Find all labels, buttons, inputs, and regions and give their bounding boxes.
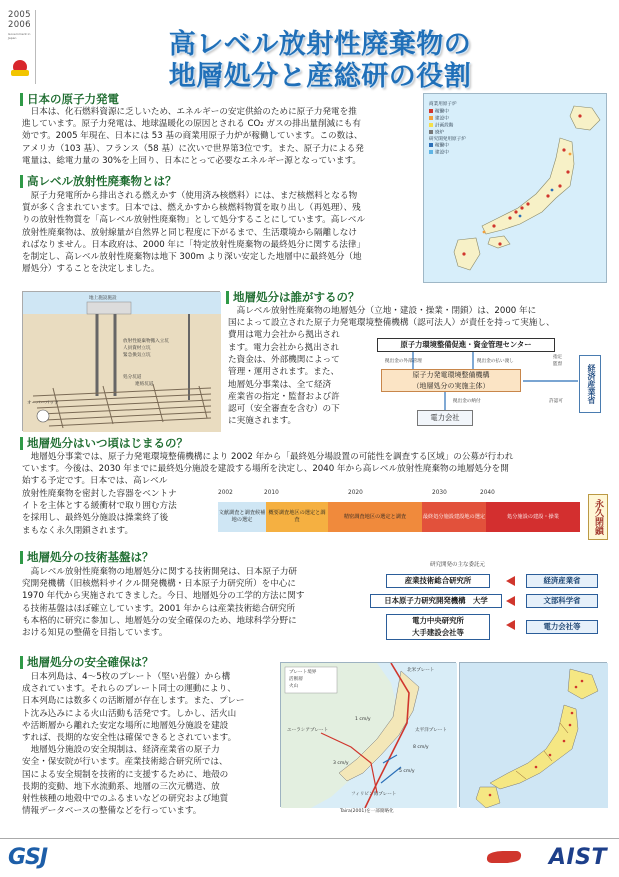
section-heading-nuclear-power: 日本の原子力発電 [20,93,119,106]
text-line: 安全・保安院が行います。産業技術総合研究所では、 [22,757,228,768]
timeline-stage: 文献調査と調査候補地の選定 [218,502,266,532]
text-line: 国によって設立された原子力発電環境整備機構（認可法人）が責任を持って実施し、 [228,318,555,329]
text-line: アメリカ（103 基）、フランス（58 基）に次いで世界第3位です。また、原子力による発 [22,143,364,154]
badge-year-bottom: 2006 [8,20,31,30]
badge [8,10,36,84]
org-numo-name: 原子力発電環境整備機構 [412,371,490,379]
text-line: 情報データベースの整備などを行っています。 [22,806,202,817]
research-caption: 研究開発の主な委託元 [430,562,486,568]
text-line: りの放射性物質を「高レベル放射性廃棄物」として処分することにしています。高レベル [22,215,366,226]
text-line: 地層処分事業では、原子力発電環境整備機構により 2002 年から「最終処分場設置の可能性を調査する区域」の公募が行われ [22,452,514,462]
funder-mext: 文部科学省 [526,594,598,608]
text-line: ます。電力会社から拠出され [228,343,340,353]
text-line: 高レベル放射性廃棄物の地層処分に関する技術開発は、日本原子力研 [22,567,298,577]
text-line: も本格的に研究に参加し、地層処分の安全確保のため、地球科学分野に [22,615,297,626]
research-org-criepi: 電力中央研究所 大手建設会社等 [386,614,490,640]
text-line: 地層処分事業は、全て経済 [228,379,332,390]
timeline-stage: 処分施設の建設・操業 [486,502,580,532]
badge-year-top: 2005 [8,10,31,20]
page-title-line2: 地層処分と産総研の役割 [168,61,472,92]
org-note: 許認可 [549,399,563,404]
section-heading-when: 地層処分はいつ頃はじまるの？ [20,437,188,450]
legend-label: 廃炉 [435,130,445,135]
map-legend-label: プレート境界 [289,670,317,675]
text-line: ればなりません。日本政府は、2000 年に「特定放射性廃棄物の最終処分に関する法律」 [22,239,366,250]
map-legend-label: 活断層 [289,677,303,682]
org-power-company: 電力会社 [417,410,473,426]
facility-label: 緊急換気立坑 [123,353,151,358]
text-line: に実施されます。 [228,416,297,427]
text-line: 長期的変動、地下水流動系、地層の三次元構造、放 [22,781,220,792]
text-line: 始する予定です。日本では、高レベル [22,476,168,487]
text-line: 進しています。原子力発電は、地球温暖化の原因とされる CO₂ ガスの排出量削減にも有 [22,119,361,130]
timeline-stage: 最終処分施設建設地の選定 [422,502,486,532]
facility-label: 放射性廃棄物搬入立坑 [123,339,169,344]
text-line: 日本列島は、4〜5枚のプレート（堅い岩盤）から構 [22,672,231,682]
text-line: 日本列島には数多くの活断層が存在します。また、プレー [22,696,245,707]
plate-map [280,662,456,807]
arrow-left-icon [506,620,515,630]
text-line: おける知見の整備を目指しています。 [22,628,168,639]
text-line: 地層処分施設の安全規制は、経済産業省の原子力 [22,745,220,756]
legend-title: 研究開発用原子炉 [429,136,466,142]
research-org-jaea: 日本原子力研究開発機構 大学 [370,594,502,608]
text-line: 質が多く含まれています。日本では、燃えかすから核燃料物質を取り出し（再処理）、残 [22,203,361,214]
org-note: 拠出金の払い渡し [477,359,514,364]
text-line: 産業省の指定・監督および許 [228,391,340,402]
text-line: すれば、長期的な安全性は確保できるとされています。 [22,733,237,744]
text-line: を採用し、最終処分施設は操業終了後 [22,513,169,524]
legend-label: 計画段階 [435,123,454,128]
aist-logo: AIST [548,845,607,870]
map-plate-label: ユーラシアプレート [287,728,329,733]
organization-diagram [373,333,605,433]
text-line: 認可（安全審査を含む）の下 [228,404,340,415]
legend-label: 建設中 [435,116,449,121]
geology-map-graphic [460,663,608,808]
section-heading-tech: 地層処分の技術基盤は？ [20,551,154,564]
text-line: を制定し、高レベル放射性廃棄物は地下 300m より深い安定した地層中に最終処分（地 [22,252,362,263]
text-line: 成されています。それらのプレート同士の運動により、 [22,684,236,695]
gsj-logo: GSJ [8,845,48,870]
text-line: ています。今後は、2030 年までに最終処分施設を建設する場所を決定し、2040 年から高レベル放射性廃棄物の地層処分を開 [22,464,509,475]
timeline-year: 2010 [264,490,279,496]
timeline-permanent-closure: 永久閉鎖 [588,494,608,540]
text-line: 1970 年代から実施されてきました。今日、地層処分の工学的方法に関す [22,591,305,602]
org-note: 拠出金の納付 [453,399,481,404]
facility-label: 人員資材立坑 [123,346,151,351]
text-line: イトを主体とする緩衝材で取り囲む方法 [22,501,177,512]
timeline-stage: 概要調査地区の選定と調査 [266,502,328,532]
facility-label: 連絡坑道 [135,382,154,387]
timeline-year: 2020 [348,490,363,496]
org-note: 指定 [553,355,563,360]
arrow-left-icon [506,596,515,606]
text-line: 層処分）することを決定しました。 [22,264,160,275]
legend-label: 建設中 [435,150,449,156]
text-line: ト沈み込みによる火山活動も活発です。しかし、活火山 [22,708,237,719]
section-body-when-narrow [22,488,212,537]
text-line: 放射性廃棄物を密封した容器をベントナ [22,489,177,499]
disposal-facility-graphic [23,292,221,432]
facility-label-bottom: オーバーパック [27,401,59,406]
section-body-who-narrow [228,342,368,427]
page-title-line1: 高レベル放射性廃棄物の [168,29,472,60]
text-line: 国による安全規制を技術的に支援するために、地殻の [22,769,229,780]
map-rate-label: 8 cm/y [413,745,429,750]
disposal-facility-diagram [22,291,220,431]
section-body-safety [22,671,278,817]
org-note: 拠出金の外部管理 [385,359,422,364]
text-line: 管理・運用されます。また、 [228,367,340,378]
map-legend-label: 火山 [289,684,299,689]
section-body-when-full [22,451,612,488]
legend-title: 商業用原子炉 [429,102,457,107]
text-line: 原子力発電所から排出される燃えかす（使用済み核燃料）には、まだ核燃料となる物 [22,191,358,201]
legend-label: 稼働中 [435,109,449,114]
map-plate-label: 北米プレート [407,668,435,673]
section-heading-who: 地層処分は誰がするの？ [226,291,360,304]
funder-meti: 経済産業省 [526,574,598,588]
text-line: まもなく永久閉鎖されます。 [22,525,134,536]
timeline-year: 2030 [432,490,447,496]
text-line: 究開発機構（旧核燃料サイクル開発機構・日本原子力研究所）を中心に [22,579,296,590]
section-heading-safety: 地層処分の安全確保は？ [20,656,154,669]
footer [0,838,619,877]
section-body-hlw [22,190,420,275]
org-numo-role: （地層処分の実施主体） [412,381,490,390]
reactor-map [423,93,607,283]
map-plate-label: フィリピン海プレート [351,792,397,797]
org-numo [381,369,521,392]
text-line: 費用は電力会社から拠出され [228,330,340,341]
disposal-timeline [218,490,608,550]
text-line: 放射性廃棄物は、放射線量が自然界と同じ程度に下がるまで、生活環境から隔離しなけ [22,227,357,238]
map-rate-label: 1 cm/y [355,717,371,722]
section-body-nuclear-power [22,106,420,167]
text-line: 高レベル放射性廃棄物の地層処分（立地・建設・操業・閉鎖）は、2000 年に [228,306,537,316]
facility-label-top: 地上施設施設 [89,296,117,301]
legend-label: 稼働中 [435,143,449,149]
org-note: 監督 [553,362,563,367]
plate-map-graphic [281,663,457,808]
text-line: た資金は、外部機関によって [228,355,340,366]
text-line: 効です。2005 年現在、日本には 53 基の商業用原子力炉が稼働しています。この数は、 [22,131,363,142]
funder-power-companies: 電力会社等 [526,620,598,634]
arrow-left-icon [506,576,515,586]
map-rate-label: 5 cm/y [399,769,415,774]
badge-small-text: Government in Japan [8,32,31,40]
timeline-stage: 精密調査地区の選定と調査 [328,502,422,532]
org-meti: 経済産業省 [579,355,601,413]
section-body-tech [22,566,366,639]
geology-map [459,662,607,807]
research-org-aist: 産業技術総合研究所 [386,574,490,588]
timeline-year: 2002 [218,490,233,496]
text-line: る技術基盤はほぼ確立しています。2001 年からは産業技術総合研究所 [22,603,296,614]
header [0,0,619,92]
org-fund-center: 原子力環境整備促進・資金管理センター [377,338,555,352]
map-caption: Taira(2001)を一部簡略化 [340,809,394,814]
map-plate-label: 太平洋プレート [415,728,447,733]
research-funding-diagram [370,560,610,640]
timeline-year: 2040 [480,490,495,496]
text-line: 射性核種の地殻中でのふるまいなどの研究および地質 [22,794,229,805]
aist-swoosh-icon [484,851,524,863]
text-line: 電量は、総電力量の 30%を上回り、日本にとって必要なエネルギー源となっています。 [22,155,361,166]
facility-label: 処分坑道 [123,375,142,380]
map-rate-label: 3 cm/y [333,761,349,766]
badge-stripe-icon [11,70,29,76]
text-line: 日本は、化石燃料資源に乏しいため、エネルギーの安定供給のために原子力発電を推 [22,107,357,117]
section-heading-hlw: 高レベル放射性廃棄物とは？ [20,175,177,188]
japan-map-graphic [424,94,608,284]
text-line: や活断層から離れた安定な場所に地層処分施設を建設 [22,720,229,731]
